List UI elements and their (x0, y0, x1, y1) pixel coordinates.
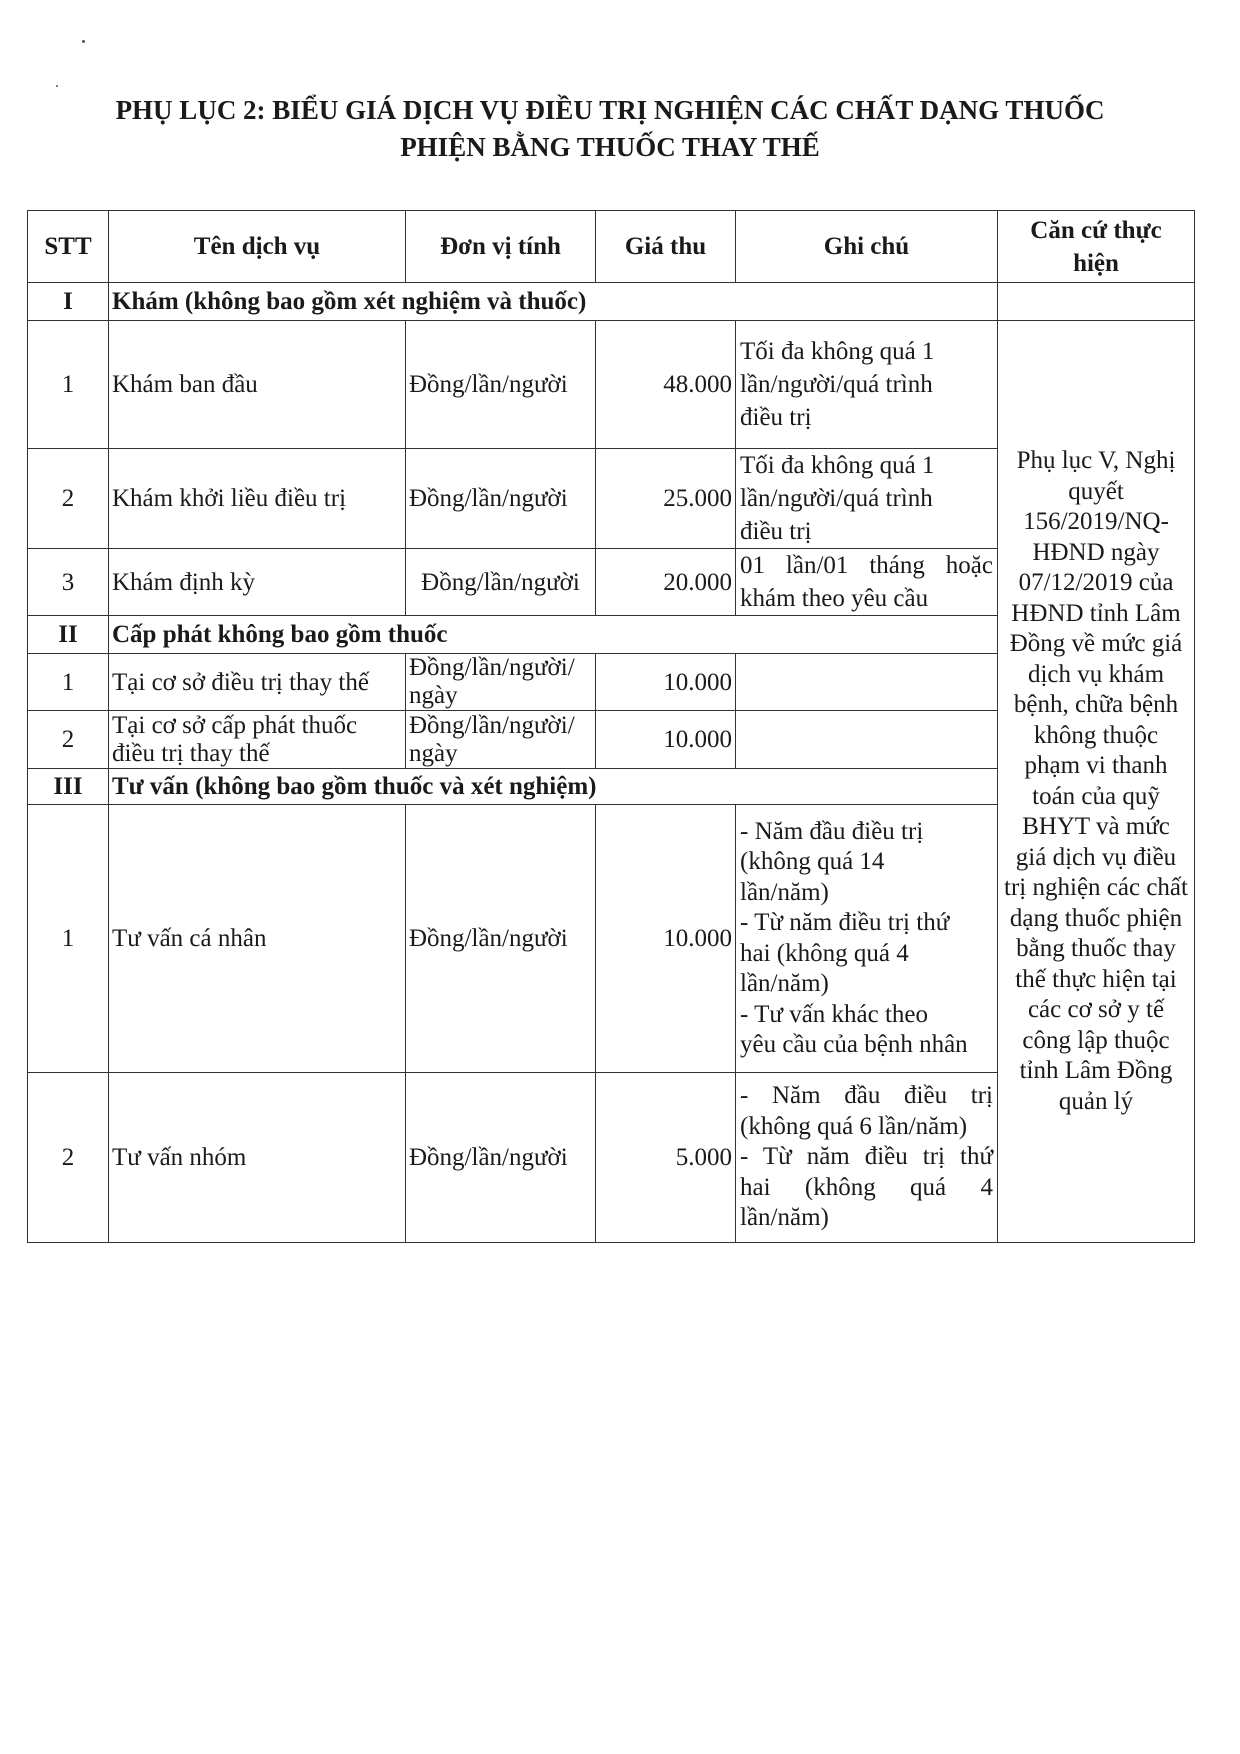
row-price: 10.000 (596, 654, 736, 711)
title-line-2: PHIỆN BẰNG THUỐC THAY THẾ (400, 132, 820, 162)
row-note (736, 449, 998, 549)
row-note (736, 1073, 998, 1243)
note-line: - Năm đầu điều trị (740, 1082, 993, 1110)
note-line: lần/năm) (740, 970, 829, 997)
row-service-name: Tại cơ sở cấp phát thuốc điều trị thay thế (109, 711, 406, 769)
note-line: 01 lần/01 tháng hoặc (740, 552, 993, 579)
header-note: Ghi chú (736, 211, 998, 283)
row-unit: Đồng/lần/người (406, 1073, 596, 1243)
row-stt: 2 (28, 449, 109, 549)
note-line: hai (không quá 4 (740, 1173, 993, 1201)
note-line: (không quá 6 lần/năm) (740, 1112, 968, 1140)
row-service-name: Tại cơ sở điều trị thay thế (109, 654, 406, 711)
row-note (736, 321, 998, 449)
row-unit: Đồng/lần/người (406, 321, 596, 449)
note-line: lần/người/quá trình (740, 485, 933, 512)
section-title: Tư vấn (không bao gồm thuốc và xét nghiệm) (109, 769, 998, 805)
row-service-name: Khám ban đầu (109, 321, 406, 449)
note-line: lần/người/quá trình (740, 371, 933, 398)
header-stt: STT (28, 211, 109, 283)
note-line: - Năm đầu điều trị (740, 817, 924, 845)
empty-cell (998, 283, 1195, 321)
row-note (736, 805, 998, 1073)
section-row (28, 283, 1195, 321)
row-unit: Đồng/lần/người/ ngày (406, 711, 596, 769)
row-service-name: Tư vấn cá nhân (109, 805, 406, 1073)
row-stt: 2 (28, 1073, 109, 1243)
section-title: Cấp phát không bao gồm thuốc (109, 616, 998, 654)
note-line: lần/năm) (740, 878, 829, 906)
row-stt: 2 (28, 711, 109, 769)
basis-cell: Phụ lục V, Nghị quyết 156/2019/NQ-HĐND ngày 07/12/2019 của HĐND tỉnh Lâm Đồng về mức giá dịch vụ khám bệnh, chữa bệnh không thuộc phạm vi thanh toán của quỹ BHYT và mức giá dịch vụ điều trị nghiện các chất dạng thuốc phiện bằng thuốc thay thế thực hiện tại các cơ sở y tế công lập thuộc tỉnh Lâm Đồng quản lý (998, 321, 1195, 1243)
note-line: Tối đa không quá 1 (740, 452, 935, 479)
row-unit: Đồng/lần/người/ ngày (406, 654, 596, 711)
price-table (27, 210, 1195, 1243)
note-line: - Tư vấn khác theo (740, 1000, 929, 1028)
row-price: 20.000 (596, 549, 736, 616)
row-note (736, 711, 998, 769)
row-price: 25.000 (596, 449, 736, 549)
note-line: Tối đa không quá 1 (740, 338, 935, 365)
header-price: Giá thu (596, 211, 736, 283)
section-number: III (28, 769, 109, 805)
note-line: điều trị (740, 518, 812, 545)
note-line: điều trị (740, 404, 812, 431)
scan-speck (56, 85, 58, 87)
section-number: II (28, 616, 109, 654)
header-unit: Đơn vị tính (406, 211, 596, 283)
row-stt: 1 (28, 321, 109, 449)
scan-speck (82, 40, 85, 43)
header-service-name: Tên dịch vụ (109, 211, 406, 283)
row-note (736, 549, 998, 616)
row-price: 10.000 (596, 805, 736, 1073)
section-title: Khám (không bao gồm xét nghiệm và thuốc) (109, 283, 998, 321)
note-line: (không quá 14 (740, 848, 885, 875)
row-unit: Đồng/lần/người (406, 449, 596, 549)
section-number: I (28, 283, 109, 321)
row-stt: 1 (28, 654, 109, 711)
row-unit: Đồng/lần/người (406, 549, 596, 616)
row-stt: 1 (28, 805, 109, 1073)
table-row (28, 321, 1195, 449)
row-service-name: Khám khởi liều điều trị (109, 449, 406, 549)
document-title (40, 92, 1180, 166)
row-service-name: Tư vấn nhóm (109, 1073, 406, 1243)
table-header-row (28, 211, 1195, 283)
row-price: 5.000 (596, 1073, 736, 1243)
note-line: yêu cầu của bệnh nhân (740, 1031, 968, 1058)
note-line: - Từ năm điều trị thứ (740, 1143, 993, 1171)
title-line-1: PHỤ LỤC 2: BIỂU GIÁ DỊCH VỤ ĐIỀU TRỊ NGHIỆN CÁC CHẤT DẠNG THUỐC (115, 95, 1105, 125)
row-unit: Đồng/lần/người (406, 805, 596, 1073)
header-basis: Căn cứ thực hiện (998, 211, 1195, 283)
note-line: hai (không quá 4 (740, 939, 909, 967)
row-service-name: Khám định kỳ (109, 549, 406, 616)
row-price: 48.000 (596, 321, 736, 449)
note-line: lần/năm) (740, 1204, 829, 1232)
row-price: 10.000 (596, 711, 736, 769)
row-stt: 3 (28, 549, 109, 616)
row-note (736, 654, 998, 711)
note-line: - Từ năm điều trị thứ (740, 909, 950, 936)
note-line: khám theo yêu cầu (740, 585, 929, 612)
